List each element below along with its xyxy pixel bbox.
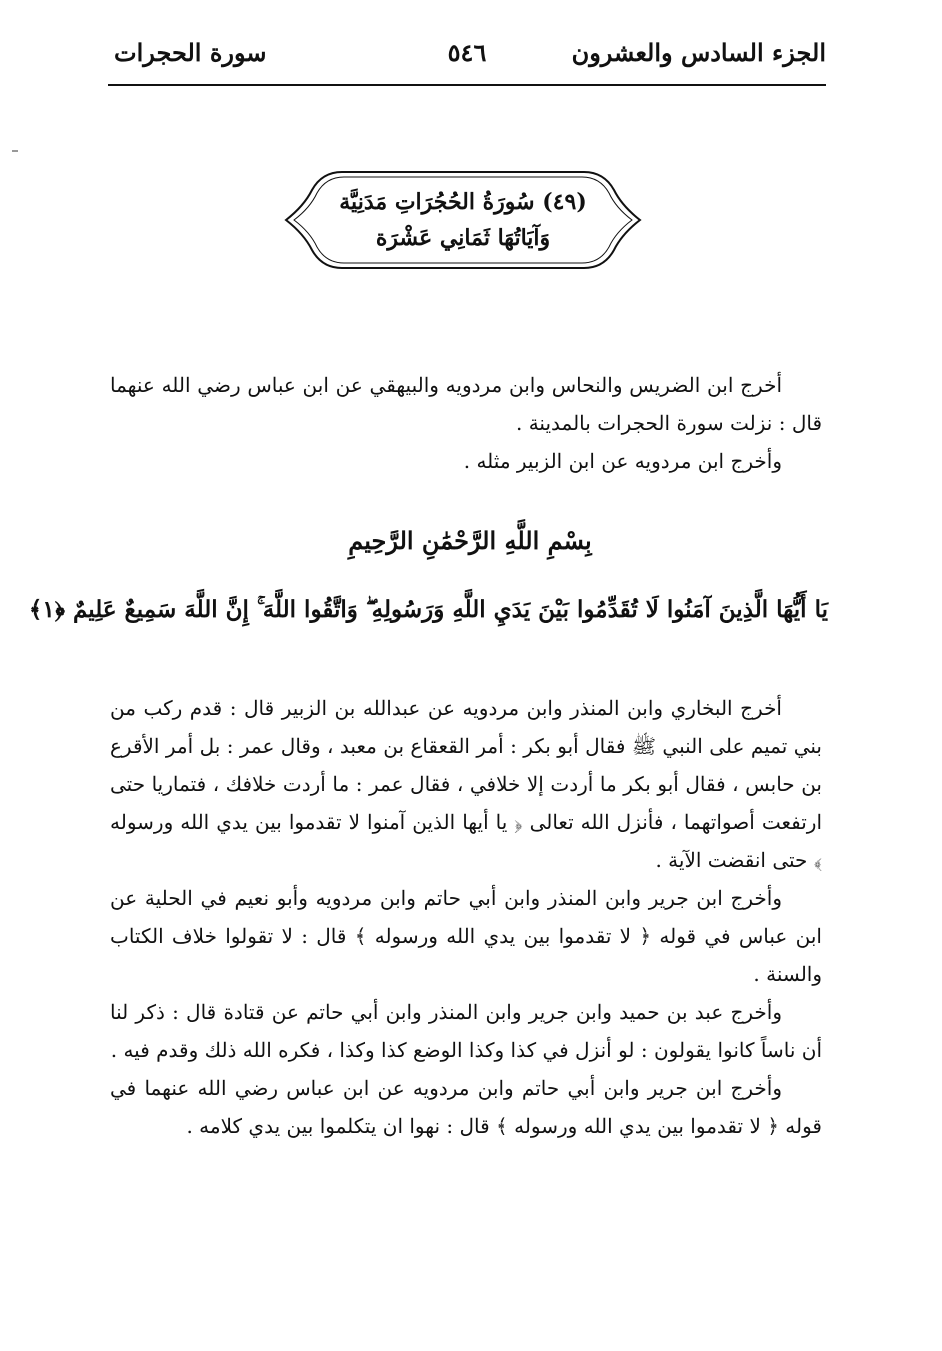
commentary-paragraph: أخرج البخاري وابن المنذر وابن مردويه عن عبدالله بن الزبير قال : قدم ركب من بني تميم على النبي ﷺ فقال أبو بكر : أمر القعقاع بن معبد ، وقال عمر : بل أمر الأقرع بن حابس ، فقال أبو بكر ما أردت إلا خلافي ، فقال عمر : ما أردت خلافك ، فتماريا حتى ارتفعت أصواتهما ، فأنزل الله تعالى ﴿ يا أيها الذين آمنوا لا تقدموا بين يدي الله ورسوله ﴾ حتى انقضت الآية .: [110, 696, 822, 872]
surah-title-line1: (٤٩) سُورَةُ الحُجُرَاتِ مَدَنِيَّة: [339, 189, 587, 215]
page-number: ٥٤٦: [447, 38, 487, 67]
surah-title-cartouche: [282, 168, 644, 272]
commentary-section: [110, 689, 822, 1145]
commentary-paragraph: وأخرج ابن جرير وابن أبي حاتم وابن مردويه عن ابن عباس رضي الله عنهما في قوله ﴿ لا تقدموا بين يدي الله ورسوله ﴾ قال : نهوا ان يتكلموا بين يدي كلامه .: [110, 1076, 822, 1138]
quran-verse: يَا أَيُّهَا الَّذِينَ آمَنُوا لَا تُقَدِّمُوا بَيْنَ يَدَيِ اللَّهِ وَرَسُولِهِ ۖ وَاتَّقُوا اللَّهَ ۚ إِنَّ اللَّهَ سَمِيعٌ عَلِيمٌ ﴿١﴾: [28, 596, 828, 623]
scan-speck: [12, 150, 18, 152]
volume-title: الجزء السادس والعشرون: [571, 38, 826, 67]
commentary-paragraph: وأخرج عبد بن حميد وابن جرير وابن المنذر وابن أبي حاتم عن قتادة قال : ذكر لنا أن ناساً كانوا يقولون : لو أنزل في كذا وكذا الوضع كذا وكذا ، فكره الله ذلك وقدم فيه .: [110, 1000, 822, 1062]
commentary-paragraph: وأخرج ابن جرير وابن المنذر وابن أبي حاتم وابن مردويه وأبو نعيم في الحلية عن ابن عباس في قوله ﴿ لا تقدموا بين يدي الله ورسوله ﴾ قال : لا تقولوا خلاف الكتاب والسنة .: [110, 886, 822, 986]
intro-paragraph: وأخرج ابن مردويه عن ابن الزبير مثله .: [463, 449, 782, 473]
intro-paragraph: أخرج ابن الضريس والنحاس وابن مردويه والبيهقي عن ابن عباس رضي الله عنهما قال : نزلت سورة الحجرات بالمدينة .: [110, 373, 822, 435]
surah-title-line2: وَآيَاتُهَا ثَمَانِي عَشْرَة: [375, 225, 551, 251]
surah-running-title: سورة الحجرات: [114, 38, 267, 67]
intro-section: [110, 366, 822, 480]
basmala: بِسْمِ اللَّهِ الرَّحْمَٰنِ الرَّحِيمِ: [348, 526, 592, 555]
running-header: [108, 34, 826, 86]
